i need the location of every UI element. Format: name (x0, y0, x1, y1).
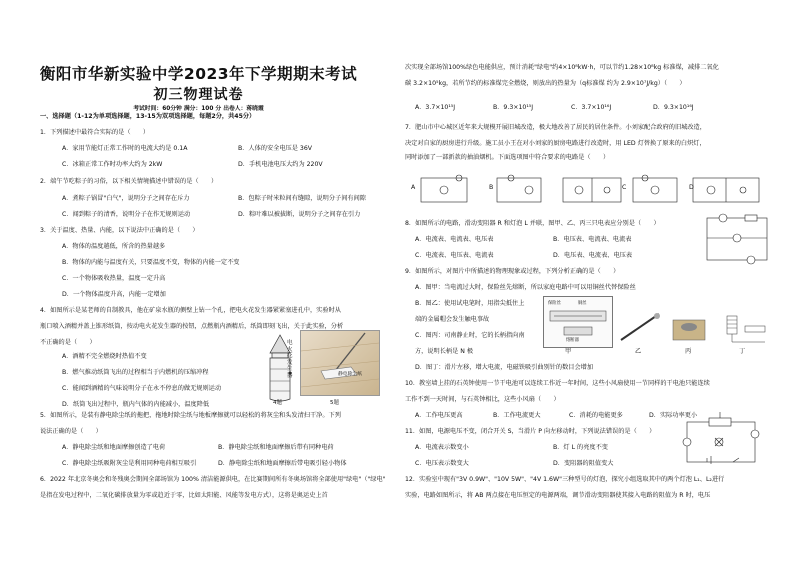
q3-option-d: D．一个物体温度升高，内能一定增加 (62, 291, 166, 298)
q9-label-bing: 丙 (685, 348, 692, 355)
q2-stem: 2．端午节吃粽子的习俗，以下相关情境描述中错误的是（ ） (40, 178, 218, 185)
q7-label-a: A (411, 184, 416, 191)
q9-fig-text-1: 保险丝 (548, 301, 561, 306)
q9-option-c2: 方，说明长柄是 N 极 (415, 348, 474, 355)
q5-stem-2: 说法正确的是（ ） (40, 428, 102, 435)
q1-option-c: C．冰箱正常工作时功率大约为 2kW (62, 161, 163, 168)
exam-title: 衡阳市华新实验中学2023年下学期期末考试 (39, 65, 358, 83)
q8-option-c: C．电流表、电压表、电流表 (415, 252, 494, 259)
q9-option-d: D．图丁：滑片左移，增大电流，电磁铁吸引曲别针的数目会增加 (415, 364, 594, 371)
q6-stem-2: 是指在发电过程中，二氧化碳排放量为零或趋近于零，比如太阳能、风能等发电方式），这将是奥运史上首 (40, 492, 328, 499)
q11-stem: 11．如图，电源电压不变，闭合开关 S，当滑片 P 向左移动时，下列说法错误的是（ ） (405, 428, 656, 435)
q4-option-d: D．纸筒飞出过程中，瓶内气体的内能减小，温度降低 (62, 401, 210, 408)
q9-fig-bing (669, 310, 709, 344)
q4-option-b: B．燃气推动纸筒飞出的过程相当于内燃机的压缩冲程 (62, 369, 209, 376)
mop-photo (300, 330, 380, 396)
q9-option-b2: 端的金属帽会发生触电事故 (415, 316, 490, 323)
q10-option-a: A．工作电压更高 (415, 412, 463, 419)
q7-circuits (411, 172, 781, 208)
q8-option-a: A．电流表、电流表、电压表 (415, 236, 494, 243)
q12-stem-2: 实验，电路如图所示，将 AB 两点接在电压恒定的电源两端，调节滑动变阻器使其接入电路的阻值为 R 时，电压 (405, 492, 711, 499)
exam-subtitle: 初三物理试卷 (153, 87, 244, 103)
q1-option-b: B．人体的安全电压是 36V (238, 145, 313, 152)
q2-option-d: D．粽叶难以被拔断，说明分子之间存在引力 (238, 211, 361, 218)
q1-option-a: A．家用节能灯正常工作时的电流大约是 0.1A (62, 145, 188, 152)
q5-option-c: C．静电除尘纸吸附灰尘是利用同种电荷相互吸引 (62, 460, 197, 467)
q9-fig-jia (543, 296, 613, 348)
q2-option-c: C．闻到粽子的清香，说明分子在作无规则运动 (62, 211, 191, 218)
q7-label-c: C (622, 184, 627, 191)
q9-fig-ding (713, 306, 771, 346)
exam-meta: 考试时间：60分钟 满分：100 分 出卷人：蒋晓霞 (133, 106, 264, 112)
q9-option-a: A．图甲：当电流过大时，保险丝先熔断，所以家庭电路中可以用铜丝代替保险丝 (415, 284, 636, 291)
q7-label-d: D (689, 184, 694, 191)
q8-option-d: D．电压表、电流表、电压表 (553, 252, 633, 259)
q10-stem-1: 10．教室墙上挂的石英钟使用一节干电池可以连续工作近一年时间，这些小风扇使用一节同样的干电池只能连续 (405, 380, 710, 387)
q7-label-b: B (489, 184, 494, 191)
q9-fig-yi (617, 310, 663, 344)
q12-stem-1: 12．实验室中现有"3V 0.9W"、"10V 5W"、"4V 1.6W"三种型号的灯泡，探究小组选取其中的两个灯泡 L₁、L₂进行 (405, 476, 725, 483)
q6-continued-1: 次实现全部场馆100%绿色电能供应，预计消耗"绿电"约4×10⁸kW·h，可以节约1.28×10⁸kg 标准煤，减排二氧化 (405, 64, 719, 71)
q9-label-yi: 乙 (635, 348, 642, 355)
q6-option-c: C．3.7×10¹⁶J (571, 104, 612, 111)
q2-option-b: B．包粽子时米粒间有缝隙，说明分子间有间隙 (238, 195, 366, 202)
q11-option-d: D．变阻器的阻值变大 (553, 460, 614, 467)
fig4-label: 4题 (273, 400, 282, 406)
q10-option-d: D．实际功率更小 (649, 412, 698, 419)
q11-circuit (679, 412, 763, 472)
q4-option-a: A．酒精不完全燃烧时热值不变 (62, 353, 147, 360)
q7-stem-2: 决定对自家的厨房进行升级。施工员小王在对小刘家的厨房电路进行改造时，用 LED 灯替换了原来的白炽灯， (405, 140, 706, 147)
q6-option-b: B．9.3×10¹⁵J (493, 104, 534, 111)
q6-option-a: A．3.7×10¹⁵J (415, 104, 456, 111)
q4-stem-2: 瓶口喷入酒精并盖上锥形纸筒，按动电火花发生器的按钮，点燃瓶内酒精后，纸筒即刻飞出，关于此实验，分析 (40, 323, 344, 330)
fig4-side-label: 电火花发生器 (287, 340, 293, 379)
q6-stem-1: 6．2022 年北京冬奥会和冬残奥会期间全部场馆为 100% 清洁能源供电，在比赛期间所有冬奥场馆将全部使用"绿电"（"绿电" (40, 476, 386, 483)
q6-option-d: D．9.3×10¹⁶J (653, 104, 694, 111)
q8-stem: 8．如图所示的电路，滑动变阻器 R 和灯泡 L 并联，图甲、乙、丙三只电表应分别是（ ） (405, 220, 660, 227)
q3-option-c: C．一个物体吸收热量，温度一定升高 (62, 275, 166, 282)
q4-stem-3: 不正确的是（ ） (40, 339, 96, 346)
q1-stem: 1．下列描述中最符合实际的是（ ） (40, 129, 150, 136)
q7-stem-3: 同时添加了一部新款的抽油烟机。下面选项图中符合要求的电路是（ ） (405, 154, 610, 161)
q1-option-d: D．手机电池电压大约为 220V (238, 161, 323, 168)
q9-stem: 9．如图所示，对图片中所描述的物理现象或过程，下列分析正确的是（ ） (405, 268, 620, 275)
q9-fig-text-3: 熔断器 (566, 338, 579, 343)
q8-circuit (701, 212, 773, 266)
q4-stem-1: 4．如图所示是某老师的自制教具，他在矿泉水瓶的侧壁上钻一个孔，把电火花发生器紧紧塞进孔中，实验时从 (40, 307, 341, 314)
q4-option-c: C．能闻到酒精的气味说明分子在永不停息的做无规则运动 (62, 385, 222, 392)
section-heading: 一、选择题（1-12为单项选择题，13-15为双项选择题，每题2分，共45分） (40, 113, 256, 120)
fig5-label: 5题 (330, 400, 339, 406)
q9-label-jia: 甲 (565, 348, 572, 355)
q7-stem-1: 7．肥山市中心城区近年来大规模开展旧城改造，极大地改善了居民的居住条件。小刘家配合政府的旧城改造， (405, 124, 706, 131)
q11-option-c: C．电压表示数变大 (415, 460, 469, 467)
q11-option-b: B．灯 L 的亮度不变 (553, 444, 608, 451)
fig5-side-label: 静电除尘纸 (338, 372, 362, 377)
q10-option-c: C．消耗的电能更多 (569, 412, 623, 419)
q9-fig-text-2: 铜丝 (578, 301, 587, 306)
q5-option-b: B．静电除尘纸和地面摩擦后带有同种电荷 (218, 444, 334, 451)
q5-stem-1: 5．如图所示，是装有静电除尘纸的拖把，拖地时除尘纸与地板摩擦就可以轻松的将灰尘和头发清扫干净。下列 (40, 412, 341, 419)
q10-option-b: B．工作电流更大 (493, 412, 541, 419)
q10-stem-2: 工作不到一天时间，与石英钟相比，这些小风扇（ ） (405, 396, 560, 403)
q11-option-a: A．电流表示数变小 (415, 444, 469, 451)
q3-stem: 3．关于温度、热量、内能，以下说法中正确的是（ ） (40, 227, 199, 234)
q2-option-a: A．煮粽子锅冒"白气"，说明分子之间存在斥力 (62, 195, 190, 202)
q9-option-b1: B．图乙：使用试电笔时，用指尖抵住上 (415, 300, 525, 307)
q5-option-a: A．静电除尘纸和地面摩擦创造了电荷 (62, 444, 166, 451)
q9-label-ding: 丁 (739, 348, 746, 355)
q8-option-b: B．电压表、电流表、电流表 (553, 236, 632, 243)
q6-continued-2: 碳 3.2×10⁵kg，若所节约的标准煤完全燃烧，则放出的热量为（q标准煤 约为 2.9×10⁷J/kg）（ ） (405, 80, 686, 87)
q3-option-b: B．物体的内能与温度有关，只要温度不变，物体的内能一定不变 (62, 259, 240, 266)
q3-option-a: A．物体的温度越低，所含的热量越多 (62, 243, 166, 250)
q5-option-d: D．静电除尘纸和地面摩擦后带电吸引轻小物体 (218, 460, 347, 467)
q9-option-c1: C．图丙：司南静止时，它的长柄指向南 (415, 332, 525, 339)
